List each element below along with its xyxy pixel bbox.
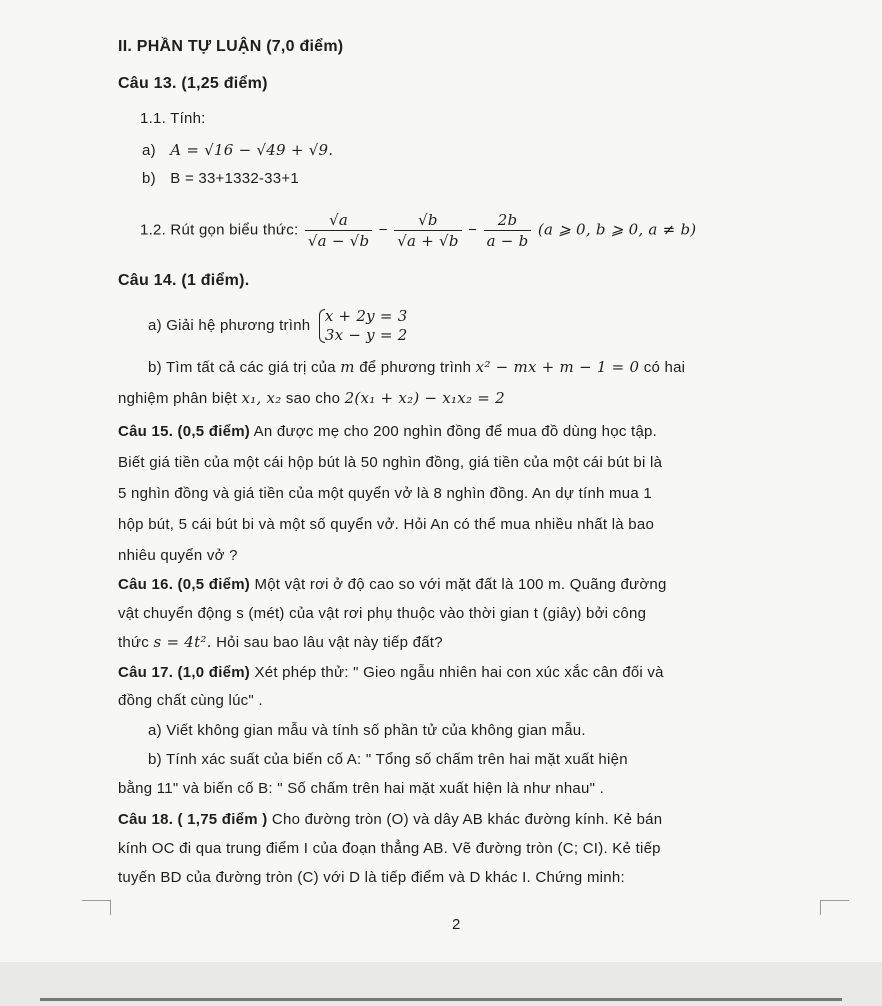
equation-system: [319, 307, 408, 345]
q18-line-1: [118, 811, 662, 828]
q14-b-text-4: nghiệm phân biệt: [118, 390, 238, 407]
q13-item-a: [142, 141, 333, 159]
page-number: 2: [452, 916, 461, 933]
q16-text-3b: Hỏi sau bao lâu vật này tiếp đất?: [216, 634, 443, 651]
q17-line-5: bằng 11" và biến cố B: " Số chấm trên hai mặt xuất hiện là như nhau" .: [118, 780, 605, 797]
q14-b-roots: x₁, x₂: [241, 389, 282, 407]
q13-item-b: [142, 170, 299, 187]
q14-part-b-line1: [148, 358, 685, 376]
q14-b-text-1: b) Tìm tất cả các giá trị của: [148, 359, 336, 376]
fraction-2-denominator: √a + √b: [397, 232, 459, 250]
q16-line-2: vật chuyển động s (mét) của vật rơi phụ thuộc vào thời gian t (giây) bởi công: [118, 605, 647, 622]
fraction-2-numerator: √b: [394, 210, 462, 231]
q16-line-1: [118, 576, 667, 593]
fraction-1-denominator: √a − √b: [307, 232, 370, 250]
q14-b-condition: 2(x₁ + x₂) − x₁x₂ = 2: [344, 389, 505, 407]
q18-text-1: Cho đường tròn (O) và dây AB khác đường kính. Kẻ bán: [271, 811, 663, 828]
q13-a-expression: A = √16 − √49 + √9.: [170, 141, 334, 159]
q13-1-2-text: 1.2. Rút gọn biểu thức:: [140, 221, 299, 239]
fraction-2: [394, 210, 462, 251]
equation-1: x + 2y = 3: [324, 307, 408, 325]
q13-heading: Câu 13. (1,25 điểm): [118, 75, 268, 92]
q16-heading: Câu 16. (0,5 điểm): [118, 576, 251, 593]
q15-line-2: Biết giá tiền của một cái hộp bút là 50 nghìn đồng, giá tiền của một cái bút bi là: [118, 454, 663, 471]
q13-part-1-2: [140, 210, 696, 251]
q18-line-3: tuyến BD của đường tròn (C) với D là tiếp điểm và D khác I. Chứng minh:: [118, 869, 625, 886]
fraction-3-numerator: 2b: [484, 210, 532, 231]
q17-text-1: Xét phép thử: " Gieo ngẫu nhiên hai con xúc xắc cân đối và: [254, 664, 664, 681]
q13-b-expression: B = 33+1332-33+1: [170, 170, 299, 187]
bottom-divider: [40, 998, 842, 1001]
fraction-3: [484, 210, 532, 251]
q18-line-2: kính OC đi qua trung điểm I của đoạn thẳng AB. Vẽ đường tròn (C; CI). Kẻ tiếp: [118, 840, 661, 857]
minus-sign: −: [378, 221, 388, 239]
section-title: II. PHẦN TỰ LUẬN (7,0 điểm): [118, 38, 344, 55]
q14-heading: Câu 14. (1 điểm).: [118, 272, 250, 289]
q16-text-1: Một vật rơi ở độ cao so với mặt đất là 100 m. Quãng đường: [254, 576, 667, 593]
q14-b-equation: x² − mx + m − 1 = 0: [475, 358, 640, 376]
q14-b-text-5: sao cho: [285, 390, 341, 407]
q17-line-3: a) Viết không gian mẫu và tính số phần tử của không gian mẫu.: [148, 722, 586, 739]
q15-text-1: An được mẹ cho 200 nghìn đồng để mua đồ dùng học tập.: [253, 423, 658, 440]
minus-sign: −: [468, 221, 478, 239]
q13-b-label: b): [142, 170, 156, 187]
q14-part-b-line2: [118, 389, 505, 407]
equation-2: 3x − y = 2: [324, 326, 408, 344]
q15-line-3: 5 nghìn đồng và giá tiền của một quyển vở là 8 nghìn đồng. An dự tính mua 1: [118, 485, 652, 502]
q13-condition: (a ⩾ 0, b ⩾ 0, a ≠ b): [537, 220, 697, 239]
q16-line-3: [118, 633, 443, 651]
q13-a-label: a): [142, 142, 156, 159]
q17-line-2: đồng chất cùng lúc" .: [118, 692, 263, 709]
q18-heading: Câu 18. ( 1,75 điểm ): [118, 811, 268, 828]
page-corner-mark-right: [820, 900, 849, 915]
page-corner-mark-left: [82, 900, 111, 915]
fraction-1: [305, 210, 373, 251]
q17-line-4: b) Tính xác suất của biến cố A: " Tổng số chấm trên hai mặt xuất hiện: [148, 751, 628, 768]
fraction-3-denominator: a − b: [486, 232, 529, 250]
q16-formula: s = 4t².: [153, 633, 212, 651]
q16-text-3a: thức: [118, 634, 150, 651]
q15-line-4: hộp bút, 5 cái bút bi và một số quyển vở. Hỏi An có thể mua nhiều nhất là bao: [118, 516, 655, 533]
q15-heading: Câu 15. (0,5 điểm): [118, 423, 251, 440]
q17-line-1: [118, 664, 664, 681]
q15-line-5: nhiêu quyển vở ?: [118, 547, 238, 564]
fraction-1-numerator: √a: [305, 210, 373, 231]
q14-b-text-2: để phương trình: [359, 359, 472, 376]
q13-part-1-1: 1.1. Tính:: [140, 110, 206, 127]
q14-b-variable-m: m: [340, 358, 355, 376]
q14-b-text-3: có hai: [643, 359, 686, 376]
q14-part-a: [148, 307, 408, 345]
q14-a-text: a) Giải hệ phương trình: [148, 316, 311, 334]
q17-heading: Câu 17. (1,0 điểm): [118, 664, 251, 681]
q15-line-1: [118, 423, 657, 440]
